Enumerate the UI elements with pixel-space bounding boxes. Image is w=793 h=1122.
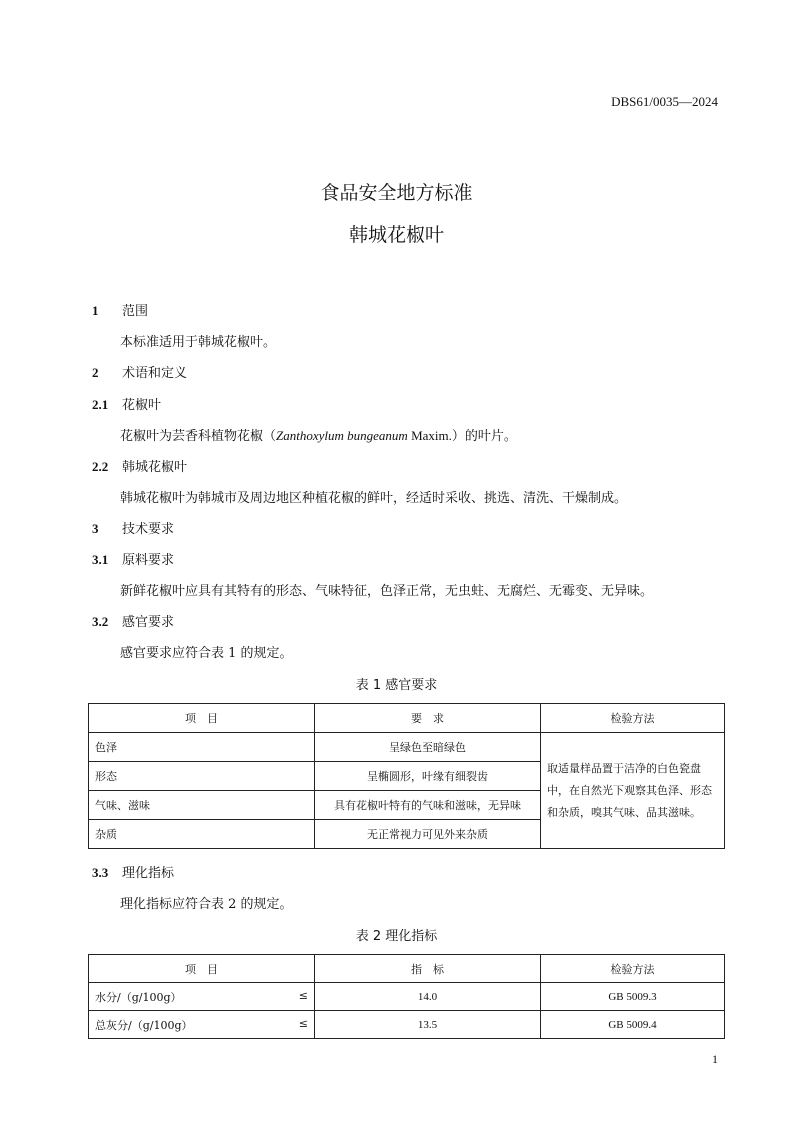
row-value: 14.0: [315, 983, 541, 1011]
section-3-1-text: 新鲜花椒叶应具有其特有的形态、气味特征，色泽正常，无虫蛀、无腐烂、无霉变、无异味。: [120, 584, 654, 599]
section-3-1-heading: [92, 549, 174, 568]
section-3-3-heading: [92, 862, 174, 881]
section-title: 技术要求: [122, 522, 175, 537]
section-number: 3.2: [92, 614, 109, 629]
section-3-2-heading: [92, 611, 174, 630]
table-row: [89, 1011, 725, 1039]
section-2-1-heading: [92, 394, 161, 413]
section-3-2-text: 感官要求应符合表 1 的规定。: [120, 646, 293, 661]
section-2-heading: [92, 362, 187, 381]
row-method: GB 5009.4: [541, 1011, 725, 1039]
row-requirement: 呈绿色至暗绿色: [315, 733, 541, 762]
section-title: 花椒叶: [122, 398, 162, 413]
section-title: 韩城花椒叶: [122, 460, 188, 475]
text-pre: 花椒叶为芸香科植物花椒（: [120, 429, 277, 444]
section-3-heading: [92, 518, 174, 537]
section-1-text: 本标准适用于韩城花椒叶。: [120, 335, 277, 350]
section-3-3-text: 理化指标应符合表 2 的规定。: [120, 897, 293, 912]
row-item-cell: [89, 983, 315, 1011]
inspection-method: 取适量样品置于洁净的白色瓷盘中，在自然光下观察其色泽、形态和杂质，嗅其气味、品其滋味。: [541, 733, 725, 849]
section-title: 术语和定义: [122, 366, 188, 381]
section-number: 3.1: [92, 552, 109, 567]
table-header-row: [89, 955, 725, 983]
document-subtitle: 韩城花椒叶: [348, 224, 444, 246]
row-requirement: 具有花椒叶特有的气味和滋味，无异味: [315, 791, 541, 820]
table-1-caption: 表 1 感官要求: [355, 678, 438, 693]
row-item: 气味、滋味: [89, 791, 315, 820]
section-number: 2.1: [92, 397, 109, 412]
less-equal-symbol: ≤: [298, 1016, 308, 1030]
document-title: 食品安全地方标准: [320, 182, 473, 204]
row-item: 水分/（g/100g）: [95, 990, 182, 1004]
header-item: 项 目: [89, 955, 315, 983]
header-indicator: 指 标: [315, 955, 541, 983]
section-number: 3: [92, 521, 99, 536]
section-title: 感官要求: [122, 615, 175, 630]
row-requirement: 呈椭圆形，叶缘有细裂齿: [315, 762, 541, 791]
table-2-caption: 表 2 理化指标: [355, 929, 438, 944]
section-2-1-text: [120, 425, 517, 444]
row-item: 形态: [89, 762, 315, 791]
section-title: 原料要求: [122, 553, 175, 568]
latin-name: Zanthoxylum bungeanum: [276, 428, 408, 443]
table-row: [89, 983, 725, 1011]
section-number: 2.2: [92, 459, 109, 474]
section-number: 1: [92, 303, 99, 318]
header-item: 项 目: [89, 704, 315, 733]
section-1-heading: [92, 300, 148, 319]
row-item: 色泽: [89, 733, 315, 762]
row-method: GB 5009.3: [541, 983, 725, 1011]
section-number: 3.3: [92, 865, 109, 880]
header-method: 检验方法: [541, 704, 725, 733]
page-number: 1: [712, 1052, 718, 1066]
table-1: [88, 703, 725, 849]
section-2-2-text: 韩城花椒叶为韩城市及周边地区种植花椒的鲜叶，经适时采收、挑选、清洗、干燥制成。: [120, 491, 628, 506]
section-number: 2: [92, 365, 99, 380]
text-post: Maxim.）的叶片。: [407, 428, 517, 443]
row-value: 13.5: [315, 1011, 541, 1039]
table-row: [89, 733, 725, 762]
row-item: 总灰分/（g/100g）: [95, 1018, 193, 1032]
table-header-row: [89, 704, 725, 733]
header-method: 检验方法: [541, 955, 725, 983]
header-requirement: 要 求: [315, 704, 541, 733]
row-item: 杂质: [89, 820, 315, 849]
less-equal-symbol: ≤: [298, 988, 308, 1002]
table-2: [88, 954, 725, 1039]
section-2-2-heading: [92, 456, 187, 475]
row-item-cell: [89, 1011, 315, 1039]
document-number: DBS61/0035—2024: [611, 94, 718, 109]
section-title: 理化指标: [122, 866, 175, 881]
row-requirement: 无正常视力可见外来杂质: [315, 820, 541, 849]
section-title: 范围: [122, 304, 149, 319]
